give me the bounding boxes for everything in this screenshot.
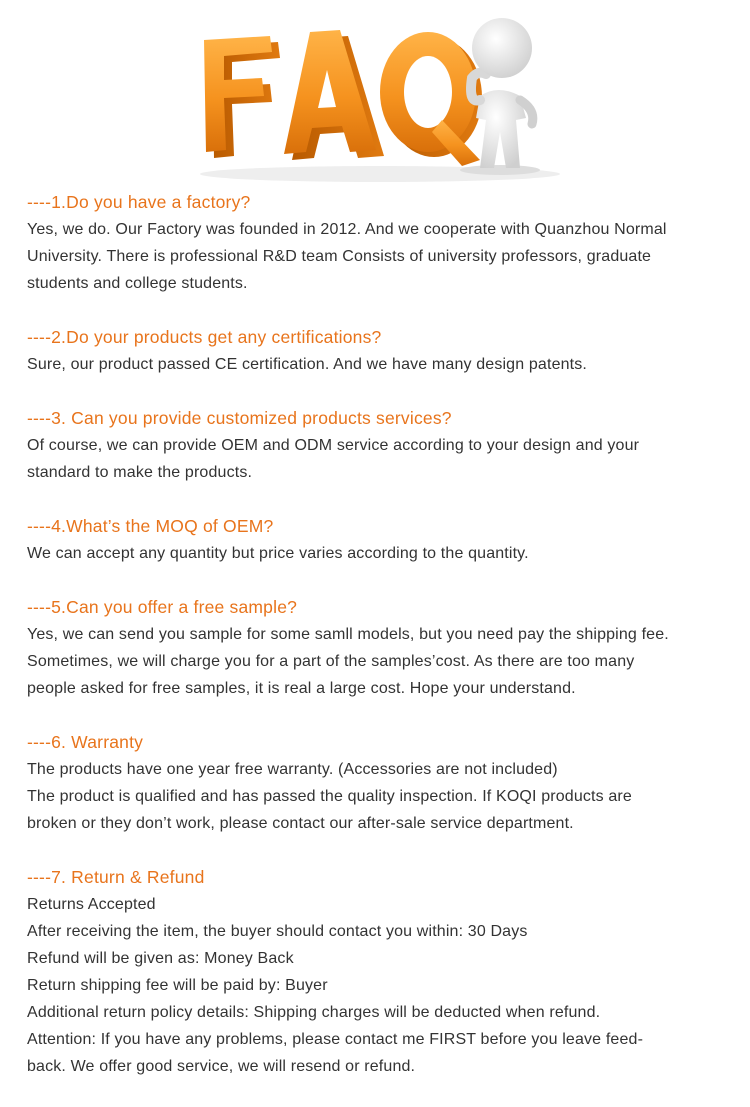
faq-question: ----6. Warranty [27,732,144,752]
faq-answer [27,891,727,1080]
faq-banner [180,0,580,185]
faq-answer-line: Yes, we do. Our Factory was founded in 2012. And we cooperate with Quanzhou Normal [27,221,667,238]
faq-answer-line: The products have one year free warranty. (Accessories are not included) [27,761,558,778]
faq-answer-line: back. We offer good service, we will resend or refund. [27,1058,416,1075]
faq-answer-line: people asked for free samples, it is real a large cost. Hope your understand. [27,680,576,697]
faq-answer-line: Sure, our product passed CE certification. And we have many design patents. [27,356,588,373]
faq-item [27,729,727,837]
faq-item [27,405,727,486]
faq-answer-line: students and college students. [27,275,248,292]
faq-item [27,513,727,567]
faq-answer-line: Returns Accepted [27,896,156,913]
faq-question: ----7. Return & Refund [27,867,205,887]
faq-item [27,594,727,702]
faq-answer-line: standard to make the products. [27,464,253,481]
faq-answer [27,756,727,837]
faq-answer-line: Yes, we can send you sample for some samll models, but you need pay the shipping fee. [27,626,669,643]
faq-answer-line: Of course, we can provide OEM and ODM service according to your design and your [27,437,640,454]
faq-answer-line: Refund will be given as: Money Back [27,950,294,967]
faq-item [27,324,727,378]
faq-answer-line: Attention: If you have any problems, please contact me FIRST before you leave feed- [27,1031,644,1048]
faq-question: ----4.What’s the MOQ of OEM? [27,516,274,536]
faq-answer-line: Sometimes, we will charge you for a part of the samples’cost. As there are too many [27,653,635,670]
faq-answer [27,540,727,567]
faq-answer [27,351,727,378]
faq-answer-line: Additional return policy details: Shipping charges will be deducted when refund. [27,1004,601,1021]
faq-answer-line: Return shipping fee will be paid by: Buyer [27,977,328,994]
faq-answer-line: broken or they don’t work, please contact our after-sale service department. [27,815,574,832]
faq-question: ----2.Do your products get any certifications? [27,327,382,347]
faq-item [27,189,727,297]
faq-answer-line: After receiving the item, the buyer should contact you within: 30 Days [27,923,528,940]
faq-question: ----1.Do you have a factory? [27,192,251,212]
faq-3d-figure-icon [180,0,580,185]
faq-answer [27,432,727,486]
letter-q [380,32,482,166]
faq-answer-line: We can accept any quantity but price varies according to the quantity. [27,545,529,562]
faq-answer-line: The product is qualified and has passed the quality inspection. If KOQI products are [27,788,632,805]
faq-question: ----3. Can you provide customized products services? [27,408,452,428]
faq-list [27,189,727,1107]
thinking-figure [460,18,540,175]
faq-answer-line: University. There is professional R&D team Consists of university professors, graduate [27,248,652,265]
faq-answer [27,621,727,702]
faq-answer [27,216,727,297]
faq-item [27,864,727,1080]
faq-question: ----5.Can you offer a free sample? [27,597,298,617]
